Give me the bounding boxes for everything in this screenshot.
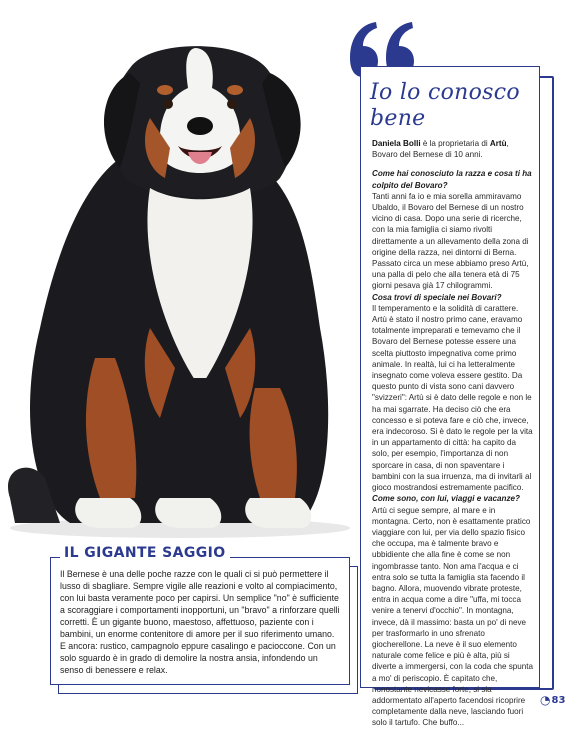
article-intro <box>372 138 534 160</box>
answer-1: Tanti anni fa io e mia sorella ammiravamo Ubaldo, il Bovaro del Bernese di un nostro vicino di casa. Dopo una serie di ricerche, con la mia famiglia ci siamo rivolti direttamente a un allevamento della zona di origine della razza, nei dintorni di Berna. Passato circa un mese abbiamo preso Artù, una palla di pelo che alla tenera età di 75 giorni pesava già 17 chilogrammi. <box>372 191 529 291</box>
answer-2: Il temperamento e la solidità di carattere. Artù è stato il nostro primo cane, eravamo totalmente impreparati e temevamo che il Bovaro del Bernese potesse essere una scelta piuttosto impegnativa come primo animale. In realtà, lui ci ha letteralmente insegnato come voleva essere gestito. Da questo punto di vista sono cani davvero "svizzeri": Artù si è dato delle regole e non le ha mai sgarrate. Ha deciso ciò che era concesso e si poteva fare e ciò che, invece, era indecoroso. Si è dato le regole per la vita in un appartamento di città: ha capito da solo, per esempio, l'importanza di non sporcare in casa, di non spaventare i bambini con la sua irruenza, ma di invitarli al gioco mostrandosi estremamente pacifico. <box>372 303 533 493</box>
page-folio <box>540 693 565 707</box>
question-2: Cosa trovi di speciale nei Bovari? <box>372 292 502 302</box>
question-1: Come hai conosciuto la razza e cosa ti ha colpito del Bovaro? <box>372 169 532 190</box>
magazine-logo-icon: ◔ <box>540 693 551 707</box>
interview-article <box>372 80 534 729</box>
page-number: 83 <box>551 694 566 706</box>
dog-illustration <box>0 28 350 538</box>
giant-title: IL GIGANTE SAGGIO <box>60 544 230 562</box>
intro-name: Daniela Bolli <box>372 139 421 148</box>
article-title: Io lo conosco bene <box>370 80 520 131</box>
answer-3: Artù ci segue sempre, al mare e in montagna. Certo, non è esattamente pratico viaggiare con lui, per via dello spazio fisico che occupa, ma è talmente bravo e ubbidiente che alla fine è come se non ingombrasse tanto. Non ama l'acqua e ci entra solo se tutta la famiglia sta facendo il bagno. Allora, muovendo vibrate proteste, entra in acqua come a dire "uffa, mi tocca venire a tenervi d'occhio". In montagna, invece, dà il massimo: basta un po' di neve per trasformarlo in uno sfrenato giocherellone. La neve è il suo elemento naturale come felice e più è alta, più si diverte a immergersi, con la coda che spunta a mo' di periscopio. È capitato che, nonostante nevicasse forte, si sia addormentato all'aperto facendosi ricoprire completamente dalla neve, lasciando fuori solo il tartufo. Che buffo... <box>372 505 534 728</box>
question-3: Come sono, con lui, viaggi e vacanze? <box>372 494 520 504</box>
giant-text: Il Bernese è una delle poche razze con le quali ci si può permettere il lusso di sbagliare. Sempre vigile alle reazioni e volto al compiacimento, con lui basta veramente poco per capirsi. Un semplice "no" è sufficiente a scoraggiare i comportamenti inopportuni, un "bravo" a rinforzare quelli corretti. È un gigante buono, maestoso, affettuoso, paziente con i bambini, un enorme contenitore di amore per il suo riferimento umano. E ancora: rustico, campagnolo eppure casalingo e pacioccone. Con un solo sguardo è in grado di demolire la nostra ansia, infondendo un senso di benessere e relax. <box>60 569 340 675</box>
bernese-dog-image <box>0 28 350 538</box>
intro-dog: Artù <box>489 139 507 148</box>
intro-mid: è la proprietaria di <box>420 139 490 148</box>
intro-end: , Bovaro del Bernese di 10 anni. <box>372 139 509 160</box>
